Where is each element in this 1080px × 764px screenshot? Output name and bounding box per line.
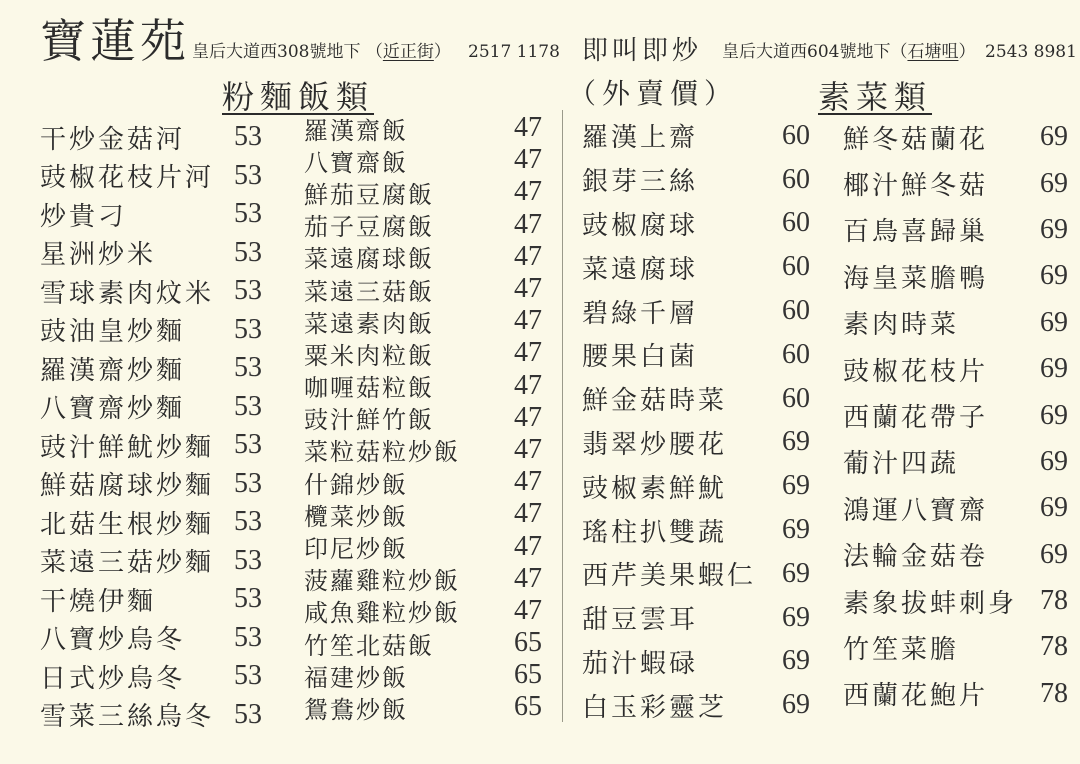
branch1-near-text: 近正街	[382, 42, 434, 62]
menu-item	[304, 659, 542, 691]
menu-item	[40, 426, 262, 465]
menu-item-price: 69	[1040, 260, 1068, 292]
menu-item-price: 60	[782, 382, 810, 414]
menu-item	[40, 542, 262, 581]
menu-item-price: 53	[234, 660, 262, 692]
menu-item-name: 菜粒菇粒炒飯	[304, 438, 460, 467]
menu-item-price: 78	[1040, 585, 1068, 617]
menu-item	[582, 464, 810, 508]
menu-item-name: 素肉時菜	[843, 310, 960, 341]
menu-item-name: 干炒金菇河	[40, 124, 186, 155]
menu-item-name: 鮮茄豆腐飯	[304, 180, 434, 209]
menu-item-price: 69	[1040, 306, 1068, 338]
menu-item	[582, 333, 810, 377]
menu-item	[40, 503, 262, 542]
menu-item-name: 竹笙北菇飯	[304, 631, 434, 660]
menu-item-price: 53	[234, 390, 262, 422]
menu-item	[843, 300, 1068, 346]
menu-item-name: 葡汁四蔬	[843, 449, 960, 480]
menu-item	[843, 578, 1068, 624]
menu-item	[304, 530, 542, 562]
menu-item-price: 53	[234, 236, 262, 268]
menu-item-name: 素象拔蚌刺身	[843, 588, 1018, 619]
section-title-vegetable: 素菜類	[818, 78, 933, 116]
menu-item	[582, 508, 810, 552]
menu-item-name: 豉油皇炒麵	[40, 317, 186, 348]
menu-item	[40, 465, 262, 504]
menu-item	[582, 158, 810, 202]
menu-item	[582, 596, 810, 640]
menu-item	[40, 657, 262, 696]
menu-item	[582, 377, 810, 421]
menu-item-name: 咖喱菇粒飯	[304, 374, 434, 403]
menu-item-price: 69	[1040, 353, 1068, 385]
menu-item	[582, 289, 810, 333]
menu-item-name: 鴛鴦炒飯	[304, 695, 408, 724]
menu-item	[304, 337, 542, 369]
menu-item-price: 69	[782, 645, 810, 677]
menu-item-price: 47	[514, 112, 542, 144]
menu-item-name: 茄子豆腐飯	[304, 213, 434, 242]
menu-item-price: 53	[234, 583, 262, 615]
menu-item-price: 47	[514, 240, 542, 272]
menu-item-name: 欖菜炒飯	[304, 502, 408, 531]
menu-item-name: 翡翠炒腰花	[582, 429, 728, 460]
menu-item	[40, 696, 262, 735]
menu-item-price: 47	[514, 594, 542, 626]
menu-item-name: 八寶齋炒麵	[40, 394, 186, 425]
menu-item-price: 69	[1040, 213, 1068, 245]
menu-item-price: 47	[514, 530, 542, 562]
menu-item-price: 53	[234, 198, 262, 230]
menu-item-price: 53	[234, 313, 262, 345]
menu-item-name: 八寶炒烏冬	[40, 625, 186, 656]
menu-item-name: 粟米肉粒飯	[304, 341, 434, 370]
menu-item-name: 日式炒烏冬	[40, 663, 186, 694]
menu-item-price: 65	[514, 627, 542, 659]
menu-item-price: 60	[782, 251, 810, 283]
menu-item-name: 海皇菜膽鴨	[843, 263, 989, 294]
menu-item-name: 羅漢上齋	[582, 123, 699, 154]
menu-item-price: 69	[782, 557, 810, 589]
menu-item	[582, 640, 810, 684]
menu-item-price: 60	[782, 338, 810, 370]
menu-item-price: 69	[782, 689, 810, 721]
menu-item-price: 53	[234, 544, 262, 576]
branch1-near: （近正街）	[365, 42, 451, 62]
menu-item-price: 65	[514, 659, 542, 691]
menu-item	[843, 207, 1068, 253]
section-title-noodles-rice: 粉麵飯類	[222, 78, 375, 116]
menu-item	[304, 209, 542, 241]
menu-item-name: 銀芽三絲	[582, 167, 699, 198]
branch1-phone: 2517 1178	[468, 42, 560, 62]
menu-item	[843, 253, 1068, 299]
menu-item	[40, 195, 262, 234]
menu-item-name: 菜遠三菇炒麵	[40, 548, 215, 579]
menu-item	[304, 498, 542, 530]
menu-item	[304, 370, 542, 402]
menu-item-price: 47	[514, 562, 542, 594]
menu-item-name: 茄汁蝦碌	[582, 648, 699, 679]
menu-item	[40, 349, 262, 388]
menu-column-4	[843, 114, 1068, 717]
menu-item-name: 瑤柱扒雙蔬	[582, 517, 728, 548]
branch1-address	[192, 42, 451, 62]
menu-item-name: 豉椒素鮮魷	[582, 473, 728, 504]
slogan: 即叫即炒	[582, 36, 703, 66]
menu-item-name: 西芹美果蝦仁	[582, 561, 757, 592]
menu-item-name: 菜遠三菇飯	[304, 277, 434, 306]
menu-item-name: 西蘭花鮑片	[843, 681, 989, 712]
menu-item	[304, 627, 542, 659]
menu-item-name: 鮮菇腐球炒麵	[40, 471, 215, 502]
menu-item-price: 47	[514, 498, 542, 530]
menu-item-price: 53	[234, 506, 262, 538]
menu-item-name: 星洲炒米	[40, 240, 157, 271]
menu-item	[843, 624, 1068, 670]
branch2-phone: 2543 8981	[985, 42, 1077, 62]
menu-item-name: 羅漢齋炒麵	[40, 355, 186, 386]
menu-item-name: 鮮金菇時菜	[582, 386, 728, 417]
menu-item-price: 69	[1040, 399, 1068, 431]
menu-item-price: 47	[514, 369, 542, 401]
menu-item	[304, 402, 542, 434]
menu-item-name: 百鳥喜歸巢	[843, 217, 989, 248]
menu-item-name: 腰果白菌	[582, 342, 699, 373]
menu-item-price: 53	[234, 621, 262, 653]
menu-item	[843, 160, 1068, 206]
menu-item	[843, 114, 1068, 160]
menu-item-price: 60	[782, 163, 810, 195]
menu-item-price: 69	[1040, 492, 1068, 524]
menu-item-name: 豉椒花枝片	[843, 356, 989, 387]
menu-item	[304, 595, 542, 627]
menu-item-price: 69	[782, 601, 810, 633]
menu-item	[304, 273, 542, 305]
menu-item-name: 雪菜三絲烏冬	[40, 702, 215, 733]
menu-item	[40, 388, 262, 427]
menu-column-2	[304, 112, 542, 724]
menu-item-name: 椰汁鮮冬菇	[843, 171, 989, 202]
menu-item-name: 豉椒腐球	[582, 210, 699, 241]
menu-item	[843, 671, 1068, 717]
menu-item-price: 47	[514, 305, 542, 337]
menu-item-name: 菜遠腐球	[582, 254, 699, 285]
menu-item-price: 60	[782, 295, 810, 327]
menu-item	[304, 563, 542, 595]
menu-item	[304, 305, 542, 337]
menu-item	[582, 552, 810, 596]
menu-item-price: 47	[514, 433, 542, 465]
menu-item-name: 西蘭花帶子	[843, 403, 989, 434]
menu-item	[40, 157, 262, 196]
menu-item-name: 菜遠素肉飯	[304, 309, 434, 338]
branch2-near-text: 石塘咀	[907, 42, 959, 62]
menu-column-1	[40, 118, 262, 734]
menu-item	[304, 434, 542, 466]
branch1-address-text: 皇后大道西308號地下	[192, 42, 361, 62]
menu-item-name: 甜豆雲耳	[582, 605, 699, 636]
menu-item-price: 78	[1040, 631, 1068, 663]
menu-item-price: 53	[234, 467, 262, 499]
menu-item-name: 豉汁鮮魷炒麵	[40, 432, 215, 463]
menu-item-name: 碧綠千層	[582, 298, 699, 329]
menu-item-name: 鮮冬菇蘭花	[843, 124, 989, 155]
menu-item-price: 78	[1040, 677, 1068, 709]
menu-item-name: 福建炒飯	[304, 663, 408, 692]
menu-item	[304, 466, 542, 498]
menu-item-price: 47	[514, 273, 542, 305]
menu-item-price: 60	[782, 207, 810, 239]
shop-name: 寶蓮苑	[40, 14, 190, 68]
menu-item-name: 豉汁鮮竹飯	[304, 406, 434, 435]
menu-item	[843, 532, 1068, 578]
menu-item-price: 60	[782, 119, 810, 151]
menu-item	[304, 144, 542, 176]
menu-item-name: 鴻運八寶齋	[843, 495, 989, 526]
menu-item-price: 69	[782, 470, 810, 502]
menu-item	[582, 421, 810, 465]
menu-item	[40, 619, 262, 658]
menu-item	[843, 439, 1068, 485]
menu-item-price: 47	[514, 144, 542, 176]
branch2-address-text: 皇后大道西604號地下	[722, 42, 891, 62]
menu-item-price: 69	[1040, 121, 1068, 153]
menu-item-price: 53	[234, 698, 262, 730]
menu-item	[40, 272, 262, 311]
menu-item-name: 菜遠腐球飯	[304, 245, 434, 274]
menu-item	[304, 112, 542, 144]
menu-item-price: 53	[234, 429, 262, 461]
menu-item-name: 北菇生根炒麵	[40, 509, 215, 540]
menu-item	[582, 683, 810, 727]
branch2-near: （石塘咀）	[890, 42, 976, 62]
menu-item-price: 47	[514, 466, 542, 498]
menu-item-name: 炒貴刁	[40, 201, 128, 232]
menu-item-price: 53	[234, 352, 262, 384]
price-note: （外賣價）	[568, 77, 739, 110]
menu-column-3	[582, 114, 810, 727]
menu-item	[304, 691, 542, 723]
price-note-text: 外賣價	[602, 77, 705, 110]
menu-item-name: 印尼炒飯	[304, 535, 408, 564]
column-divider	[562, 110, 563, 722]
menu-item-name: 竹笙菜膽	[843, 634, 960, 665]
menu-item	[582, 202, 810, 246]
menu-item-name: 羅漢齋飯	[304, 116, 408, 145]
menu-item	[843, 346, 1068, 392]
menu-item-price: 47	[514, 337, 542, 369]
menu-item-name: 豉椒花枝片河	[40, 163, 215, 194]
menu-item-name: 八寶齋飯	[304, 148, 408, 177]
menu-item-price: 69	[1040, 445, 1068, 477]
menu-item	[582, 245, 810, 289]
menu-item-name: 菠蘿雞粒炒飯	[304, 567, 460, 596]
menu-item-price: 47	[514, 176, 542, 208]
menu-item-name: 雪球素肉炆米	[40, 278, 215, 309]
menu-item	[40, 580, 262, 619]
menu-item-price: 65	[514, 691, 542, 723]
menu-item-price: 47	[514, 401, 542, 433]
menu-item	[40, 234, 262, 273]
menu-item-price: 53	[234, 121, 262, 153]
menu-item	[304, 241, 542, 273]
menu-item	[582, 114, 810, 158]
branch2-address	[722, 42, 975, 62]
menu-item-price: 69	[1040, 167, 1068, 199]
menu-item-price: 53	[234, 159, 262, 191]
menu-item	[843, 485, 1068, 531]
menu-item-price: 69	[1040, 538, 1068, 570]
menu-item-name: 白玉彩靈芝	[582, 692, 728, 723]
menu-item-price: 47	[514, 208, 542, 240]
menu-item	[40, 311, 262, 350]
menu-item-price: 69	[782, 514, 810, 546]
menu-item	[304, 176, 542, 208]
menu-item-name: 什錦炒飯	[304, 470, 408, 499]
menu-item-name: 咸魚雞粒炒飯	[304, 599, 460, 628]
menu-item-name: 法輪金菇卷	[843, 542, 989, 573]
menu-item-price: 53	[234, 275, 262, 307]
menu-item	[843, 392, 1068, 438]
menu-item-name: 干燒伊麵	[40, 586, 157, 617]
menu-item	[40, 118, 262, 157]
menu-item-price: 69	[782, 426, 810, 458]
